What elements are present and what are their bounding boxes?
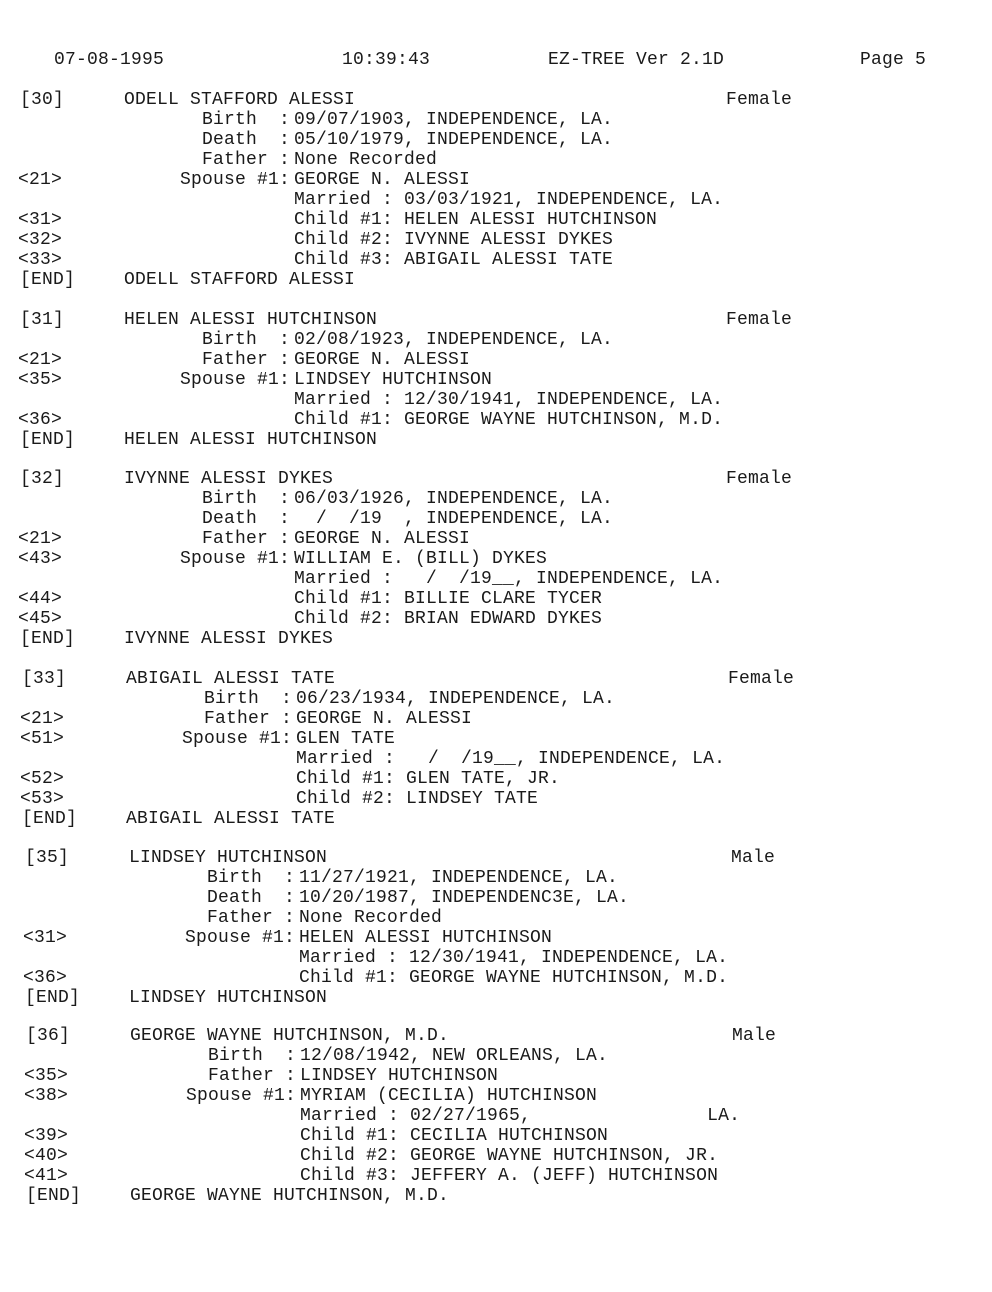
field-value: 06/23/1934, INDEPENDENCE, LA. (296, 689, 616, 709)
record-reference: <44> (18, 589, 63, 609)
record-name: ABIGAIL ALESSI TATE (126, 669, 336, 689)
end-marker: [END] (20, 430, 76, 450)
field-value: None Recorded (299, 908, 443, 928)
end-marker: [END] (26, 1186, 82, 1206)
field-value: GEORGE N. ALESSI (294, 529, 471, 549)
field-value: Married : / /19__, INDEPENDENCE, LA. (296, 749, 726, 769)
field-value: Child #1: GLEN TATE, JR. (296, 769, 561, 789)
end-marker: [END] (22, 809, 78, 829)
field-value: Child #2: BRIAN EDWARD DYKES (294, 609, 603, 629)
record-reference: <32> (18, 230, 63, 250)
record-reference: <21> (18, 529, 63, 549)
end-name: ODELL STAFFORD ALESSI (124, 270, 356, 290)
record-name: LINDSEY HUTCHINSON (129, 848, 328, 868)
field-label: Father : (201, 150, 290, 170)
field-value: Child #2: GEORGE WAYNE HUTCHINSON, JR. (300, 1146, 719, 1166)
record-reference: <52> (20, 769, 65, 789)
field-value: Child #2: LINDSEY TATE (296, 789, 539, 809)
record-reference: <36> (18, 410, 63, 430)
field-value: Married : / /19__, INDEPENDENCE, LA. (294, 569, 724, 589)
record-reference: <35> (18, 370, 63, 390)
field-label: Father : (203, 709, 292, 729)
field-value: 02/08/1923, INDEPENDENCE, LA. (294, 330, 614, 350)
end-name: IVYNNE ALESSI DYKES (124, 629, 334, 649)
field-value: None Recorded (294, 150, 438, 170)
field-value: 09/07/1903, INDEPENDENCE, LA. (294, 110, 614, 130)
field-label: Spouse #1: (181, 729, 292, 749)
record-reference: <21> (18, 350, 63, 370)
record-sex: Male (731, 848, 776, 868)
field-label: Death : (201, 509, 290, 529)
field-value: 06/03/1926, INDEPENDENCE, LA. (294, 489, 614, 509)
record-reference: <53> (20, 789, 65, 809)
record-sex: Female (726, 310, 793, 330)
field-label: Birth : (201, 110, 290, 130)
end-name: LINDSEY HUTCHINSON (129, 988, 328, 1008)
record-reference: <38> (24, 1086, 69, 1106)
page-number: Page 5 (860, 50, 927, 70)
record-reference: <43> (18, 549, 63, 569)
field-label: Father : (207, 1066, 296, 1086)
field-value: Child #1: CECILIA HUTCHINSON (300, 1126, 609, 1146)
field-value: GLEN TATE (296, 729, 396, 749)
record-name: GEORGE WAYNE HUTCHINSON, M.D. (130, 1026, 450, 1046)
field-value: Child #3: JEFFERY A. (JEFF) HUTCHINSON (300, 1166, 719, 1186)
field-value: / /19 , INDEPENDENCE, LA. (294, 509, 614, 529)
field-label: Spouse #1: (185, 1086, 296, 1106)
field-label: Father : (201, 350, 290, 370)
print-time: 10:39:43 (342, 50, 431, 70)
field-value: Married : 12/30/1941, INDEPENDENCE, LA. (299, 948, 729, 968)
field-value: MYRIAM (CECILIA) HUTCHINSON (300, 1086, 598, 1106)
end-name: ABIGAIL ALESSI TATE (126, 809, 336, 829)
field-value: GEORGE N. ALESSI (294, 350, 471, 370)
field-label: Spouse #1: (179, 170, 290, 190)
field-value: Child #1: GEORGE WAYNE HUTCHINSON, M.D. (294, 410, 724, 430)
field-value: WILLIAM E. (BILL) DYKES (294, 549, 548, 569)
field-label: Spouse #1: (179, 549, 290, 569)
end-name: GEORGE WAYNE HUTCHINSON, M.D. (130, 1186, 450, 1206)
field-value: Married : 12/30/1941, INDEPENDENCE, LA. (294, 390, 724, 410)
field-value: LINDSEY HUTCHINSON (294, 370, 493, 390)
field-value: Married : 03/03/1921, INDEPENDENCE, LA. (294, 190, 724, 210)
end-marker: [END] (20, 270, 76, 290)
record-name: ODELL STAFFORD ALESSI (124, 90, 356, 110)
record-name: HELEN ALESSI HUTCHINSON (124, 310, 378, 330)
record-id: [31] (20, 310, 65, 330)
record-sex: Male (732, 1026, 777, 1046)
field-value: GEORGE N. ALESSI (294, 170, 471, 190)
record-sex: Female (726, 90, 793, 110)
field-label: Spouse #1: (179, 370, 290, 390)
field-label: Father : (206, 908, 295, 928)
field-label: Birth : (207, 1046, 296, 1066)
record-reference: <40> (24, 1146, 69, 1166)
record-reference: <39> (24, 1126, 69, 1146)
record-reference: <35> (24, 1066, 69, 1086)
field-value: Married : 02/27/1965, LA. (300, 1106, 741, 1126)
field-value: Child #2: IVYNNE ALESSI DYKES (294, 230, 614, 250)
field-value: GEORGE N. ALESSI (296, 709, 473, 729)
record-reference: <21> (18, 170, 63, 190)
print-date: 07-08-1995 (54, 50, 165, 70)
record-id: [36] (26, 1026, 71, 1046)
record-reference: <41> (24, 1166, 69, 1186)
field-value: 11/27/1921, INDEPENDENCE, LA. (299, 868, 619, 888)
field-value: 10/20/1987, INDEPENDENC3E, LA. (299, 888, 630, 908)
record-id: [32] (20, 469, 65, 489)
record-reference: <31> (23, 928, 68, 948)
record-reference: <51> (20, 729, 65, 749)
end-marker: [END] (20, 629, 76, 649)
field-label: Birth : (201, 489, 290, 509)
record-id: [33] (22, 669, 67, 689)
field-label: Birth : (203, 689, 292, 709)
record-id: [30] (20, 90, 65, 110)
field-label: Birth : (201, 330, 290, 350)
record-sex: Female (726, 469, 793, 489)
record-id: [35] (25, 848, 70, 868)
record-reference: <36> (23, 968, 68, 988)
field-value: Child #3: ABIGAIL ALESSI TATE (294, 250, 614, 270)
record-sex: Female (728, 669, 795, 689)
field-value: HELEN ALESSI HUTCHINSON (299, 928, 553, 948)
record-reference: <21> (20, 709, 65, 729)
end-marker: [END] (25, 988, 81, 1008)
field-value: LINDSEY HUTCHINSON (300, 1066, 499, 1086)
record-reference: <33> (18, 250, 63, 270)
field-value: 12/08/1942, NEW ORLEANS, LA. (300, 1046, 609, 1066)
program-name: EZ-TREE Ver 2.1D (548, 50, 725, 70)
record-reference: <31> (18, 210, 63, 230)
field-label: Death : (201, 130, 290, 150)
field-label: Father : (201, 529, 290, 549)
record-reference: <45> (18, 609, 63, 629)
field-value: Child #1: BILLIE CLARE TYCER (294, 589, 603, 609)
field-label: Death : (206, 888, 295, 908)
field-value: Child #1: GEORGE WAYNE HUTCHINSON, M.D. (299, 968, 729, 988)
field-value: 05/10/1979, INDEPENDENCE, LA. (294, 130, 614, 150)
field-label: Birth : (206, 868, 295, 888)
field-value: Child #1: HELEN ALESSI HUTCHINSON (294, 210, 658, 230)
end-name: HELEN ALESSI HUTCHINSON (124, 430, 378, 450)
record-name: IVYNNE ALESSI DYKES (124, 469, 334, 489)
field-label: Spouse #1: (184, 928, 295, 948)
